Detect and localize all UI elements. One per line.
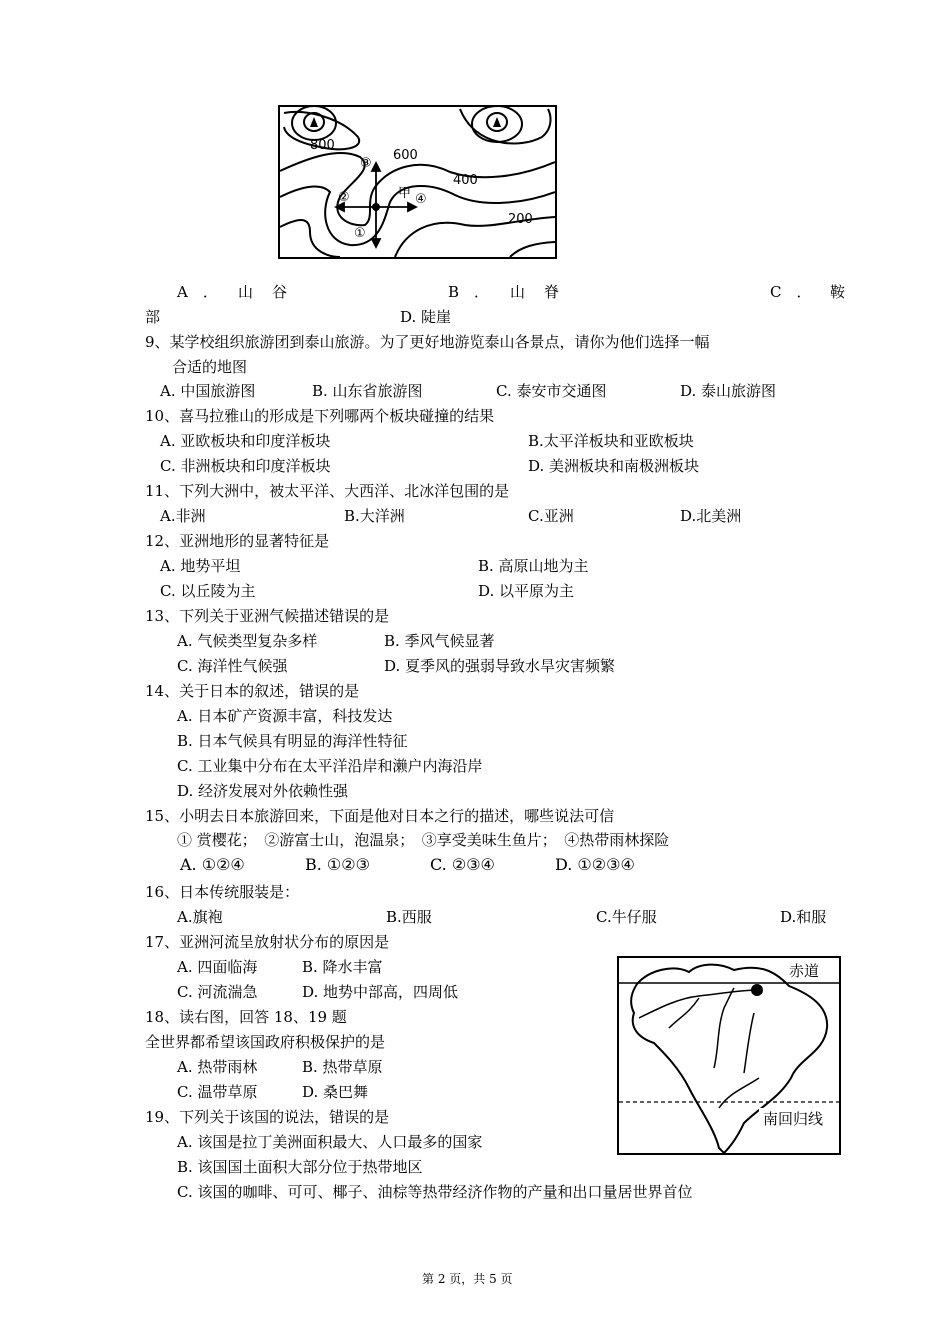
q19-option-a: A. 该国是拉丁美洲面积最大、人口最多的国家 [177, 1133, 483, 1151]
q9-option-d: D. 泰山旅游图 [680, 382, 777, 400]
right-peak-icon [493, 117, 501, 127]
q9-option-c: C. 泰安市交通图 [496, 382, 607, 400]
q16-option-a: A.旗袍 [177, 908, 223, 926]
q14-option-d: D. 经济发展对外依赖性强 [177, 782, 349, 800]
brazil-map [617, 956, 841, 1155]
q19-stem: 19、下列关于该国的说法，错误的是 [145, 1108, 390, 1126]
q17-option-b: B. 降水丰富 [302, 958, 383, 976]
q13-option-b: B. 季风气候显著 [384, 632, 495, 650]
q8-option-c-text-cont: 部 [145, 308, 161, 326]
marker-2-label: ② [338, 190, 350, 205]
q18-question: 全世界都希望该国政府积极保护的是 [145, 1033, 386, 1051]
q19-option-b: B. 该国国土面积大部分位于热带地区 [177, 1158, 423, 1176]
q10-option-d: D. 美洲板块和南极洲板块 [528, 457, 700, 475]
brazil-map-drawing [619, 958, 839, 1153]
q8-option-d: D. 陡崖 [400, 308, 452, 326]
q14-option-c: C. 工业集中分布在太平洋沿岸和濑户内海沿岸 [177, 757, 483, 775]
marker-1-label: ① [354, 226, 366, 241]
page-footer: 第 2 页，共 5 页 [422, 1272, 513, 1286]
tropic-of-capricorn-label: 南回归线 [763, 1111, 824, 1128]
q15-option-b: B. ①②③ [305, 855, 370, 874]
q18-option-d: D. 桑巴舞 [302, 1083, 369, 1101]
q16-option-b: B.西服 [386, 908, 432, 926]
q17-option-c: C. 河流湍急 [177, 983, 258, 1001]
contour-label-400: 400 [453, 173, 478, 188]
q19-option-c: C. 该国的咖啡、可可、椰子、油棕等热带经济作物的产量和出口量居世界首位 [177, 1183, 693, 1201]
q17-stem: 17、亚洲河流呈放射状分布的原因是 [145, 933, 390, 951]
q9-stem-cont: 合适的地图 [172, 358, 248, 376]
q12-option-c: C. 以丘陵为主 [160, 582, 256, 600]
q12-option-b: B. 高原山地为主 [478, 557, 589, 575]
q11-option-b: B.大洋洲 [344, 507, 405, 525]
q12-option-a: A. 地势平坦 [160, 557, 241, 575]
q8-option-a-text: 山 谷 [238, 283, 290, 301]
q18-option-a: A. 热带雨林 [177, 1058, 258, 1076]
q14-option-a: A. 日本矿产资源丰富，科技发达 [177, 707, 393, 725]
q8-option-a-letter: A ． [177, 283, 218, 301]
equator-label: 赤道 [789, 963, 820, 980]
contour-map-drawing [280, 107, 555, 257]
q11-stem: 11、下列大洲中，被太平洋、大西洋、北冰洋包围的是 [145, 482, 510, 500]
q13-stem: 13、下列关于亚洲气候描述错误的是 [145, 607, 390, 625]
contour-map [278, 105, 557, 259]
q10-stem: 10、喜马拉雅山的形成是下列哪两个板块碰撞的结果 [145, 407, 495, 425]
q15-option-a: A. ①②④ [180, 855, 245, 874]
q8-option-c-letter: C ． [770, 283, 812, 301]
q14-stem: 14、关于日本的叙述，错误的是 [145, 682, 360, 700]
marker-3-label: ③ [360, 156, 372, 171]
marker-4-label: ④ [415, 192, 427, 207]
q16-stem: 16、日本传统服装是： [145, 883, 300, 901]
left-peak-icon [310, 117, 318, 127]
q15-stem: 15、小明去日本旅游回来，下面是他对日本之行的描述，哪些说法可信 [145, 807, 615, 825]
q15-option-c: C. ②③④ [430, 855, 495, 874]
q12-stem: 12、亚洲地形的显著特征是 [145, 532, 330, 550]
q11-option-d: D.北美洲 [680, 507, 742, 525]
q11-option-a: A.非洲 [160, 507, 206, 525]
q18-option-c: C. 温带草原 [177, 1083, 258, 1101]
contour-label-600: 600 [393, 148, 418, 163]
q13-option-a: A. 气候类型复杂多样 [177, 632, 318, 650]
q15-option-d: D. ①②③④ [555, 855, 635, 874]
q18-stem: 18、读右图，回答 18、19 题 [145, 1008, 347, 1026]
q8-option-b-text: 山 脊 [510, 283, 562, 301]
q10-option-a: A. 亚欧板块和印度洋板块 [160, 432, 331, 450]
q13-option-d: D. 夏季风的强弱导致水旱灾害频繁 [384, 657, 616, 675]
q8-option-c-text: 鞍 [830, 283, 846, 301]
q16-option-c: C.牛仔服 [596, 908, 657, 926]
q8-option-b-letter: B ． [448, 283, 490, 301]
q9-option-a: A. 中国旅游图 [160, 382, 256, 400]
q12-option-d: D. 以平原为主 [478, 582, 575, 600]
q13-option-c: C. 海洋性气候强 [177, 657, 288, 675]
q9-stem: 9、某学校组织旅游团到泰山旅游。为了更好地游览泰山各景点，请你为他们选择一幅 [145, 333, 710, 351]
q9-option-b: B. 山东省旅游图 [312, 382, 423, 400]
contour-label-800: 800 [310, 138, 335, 153]
q14-option-b: B. 日本气候具有明显的海洋性特征 [177, 732, 408, 750]
point-jia-label: 甲 [398, 186, 412, 201]
q17-option-d: D. 地势中部高，四周低 [302, 983, 459, 1001]
contour-label-200: 200 [508, 212, 533, 227]
q10-option-b: B.太平洋板块和亚欧板块 [528, 432, 694, 450]
q17-option-a: A. 四面临海 [177, 958, 258, 976]
q15-items: ① 赏樱花； ②游富士山，泡温泉； ③享受美味生鱼片； ④热带雨林探险 [177, 831, 670, 849]
q18-option-b: B. 热带草原 [302, 1058, 383, 1076]
q10-option-c: C. 非洲板块和印度洋板块 [160, 457, 331, 475]
location-dot-icon [751, 984, 763, 996]
q16-option-d: D.和服 [780, 908, 827, 926]
q11-option-c: C.亚洲 [528, 507, 574, 525]
